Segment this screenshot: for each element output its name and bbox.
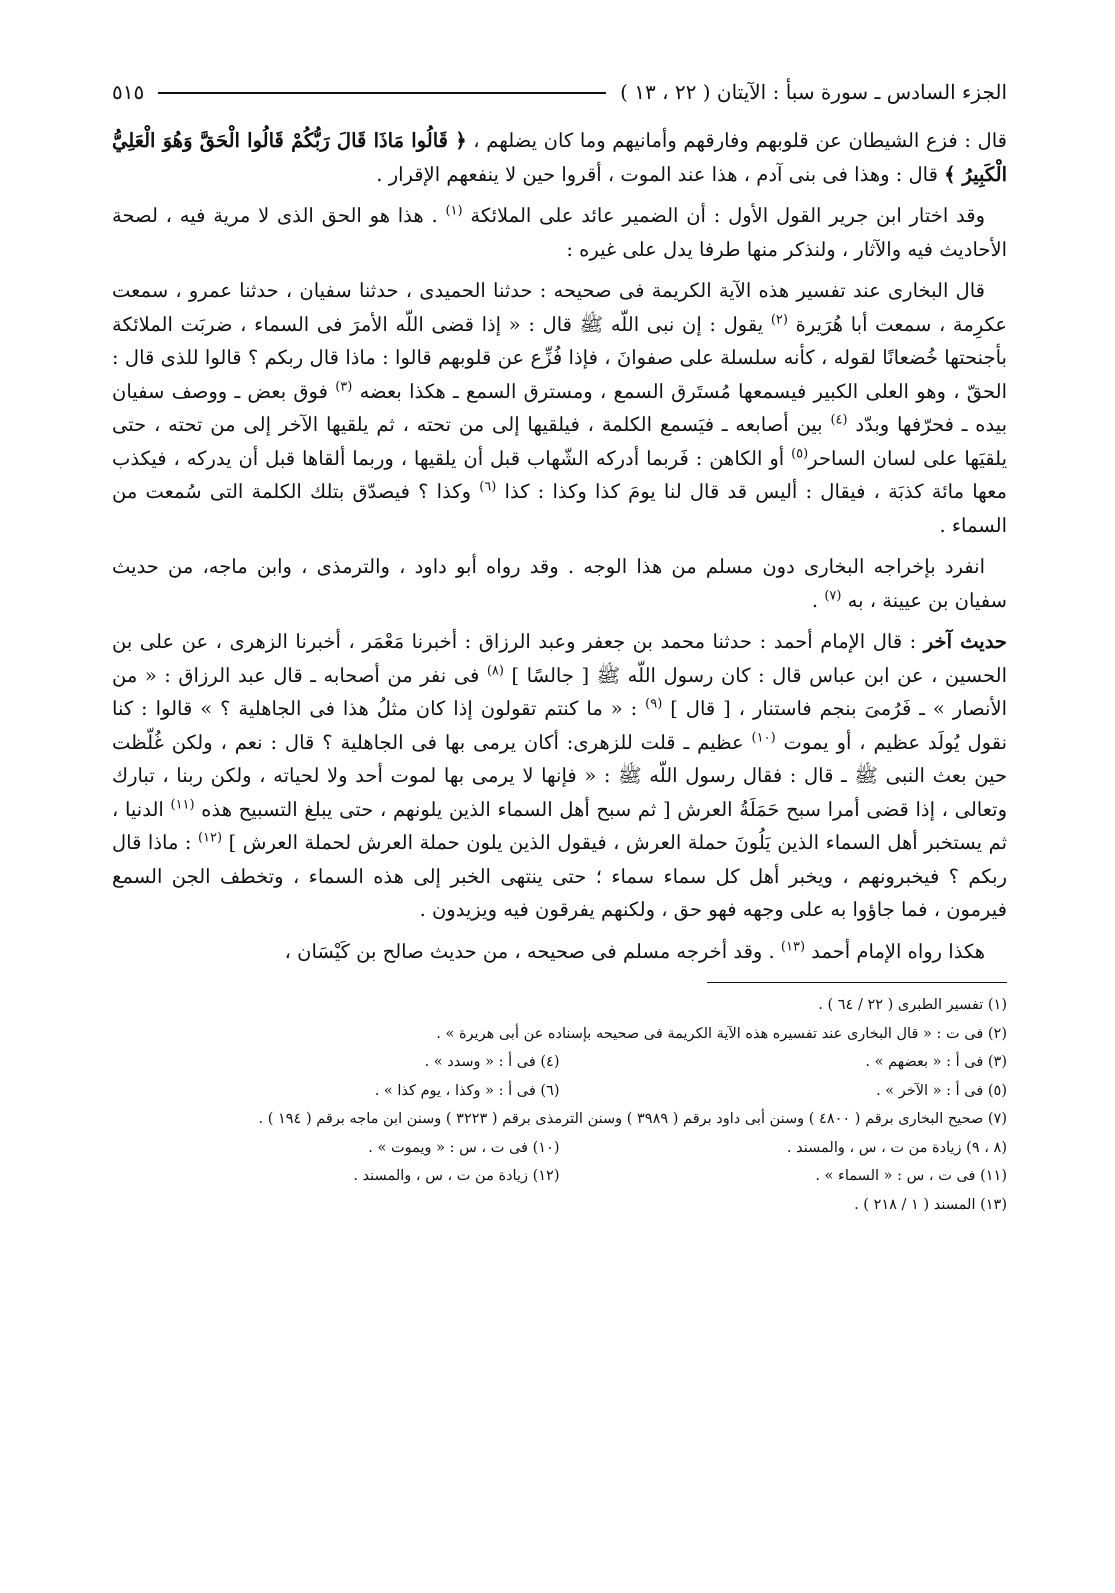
text-run: وقد اختار ابن جرير القول الأول : أن الضمير عائد على الملائكة xyxy=(462,204,985,227)
text-run: انفرد بإخراجه البخارى دون مسلم من هذا الوجه . وقد رواه أبو داود ، والترمذى ، وابن ماجه، من حديث سفيان بن عيينة ، به xyxy=(112,555,1007,612)
main-text xyxy=(112,124,1007,968)
text-run: أو الكاهن : فَربما أدركه الشّهاب قبل أن يلقيها ، وربما ألقاها قبل أن يدركه ، فيكذب معها مائة كذبَة ، فيقال : أليس قد قال لنا يومَ كذا وكذا : كذا xyxy=(112,446,1007,503)
paragraph-5 xyxy=(112,625,1007,927)
footnote-ref[interactable]: (٢) xyxy=(770,312,788,327)
paragraph-6 xyxy=(112,935,1007,969)
footnote-13: (١٣) المسند ( ١ / ٢١٨ ) . xyxy=(854,1196,1007,1213)
text-run: . هذا هو الحق الذى لا مرية فيه ، لصحة الأحاديث فيه والآثار ، ولنذكر منها طرفا يدل على غيره : xyxy=(112,204,1007,261)
footnote-6: (٦) فى أ : « وكذا ، يوم كذا » . xyxy=(374,1082,560,1099)
text-run: : ماذا قال ربكم ؟ فيخبرونهم ، ويخبر أهل كل سماء سماء ؛ حتى ينتهى الخبر إلى هذه السماء ، وتخطف الجن السمع فيرمون ، فما جاؤوا به على وجهه فهو حق ، ولكنهم يفرقون فيه ويزيدون . xyxy=(112,831,1007,921)
text-run: . وقد أخرجه مسلم فى صحيحه ، من حديث صالح بن كَيْسَان ، xyxy=(284,939,781,963)
footnote-ref[interactable]: (٦) xyxy=(479,479,497,495)
footnote-row xyxy=(112,1162,1007,1191)
footnote-row xyxy=(112,1134,1007,1163)
footnote-4: (٤) فى أ : « وسدد » . xyxy=(424,1054,560,1070)
footnote-11: (١١) فى ت ، س : « السماء » . xyxy=(815,1168,1007,1184)
section-heading: حديث آخر xyxy=(923,630,1007,653)
text-run: الدنيا ، ثم يستخبر أهل السماء الذين يَلُونَ حملة العرش ، فيقول الذين يلون حملة العرش لحملة العرش ] xyxy=(112,797,1007,854)
footnote-5: (٥) فى أ : « الآخر » . xyxy=(876,1082,1007,1099)
footnote-10: (١٠) فى ت ، س : « ويموت » . xyxy=(368,1139,560,1156)
footnote-2: (٢) فى ت : « قال البخارى عند تفسيره هذه الآية الكريمة فى صحيحه بإسناده عن أبى هريرة » . xyxy=(436,1025,1007,1042)
footnote-row xyxy=(112,1077,1007,1106)
paragraph-4 xyxy=(112,550,1007,617)
text-run: فى نفر من أصحابه ـ قال عبد الرزاق : « من الأنصار » ـ فَرُمىَ بنجم فاستنار ، [ قال ] xyxy=(112,663,1007,720)
text-run: . xyxy=(811,588,825,612)
footnote-ref[interactable]: (١) xyxy=(445,203,463,219)
page-number: ٥١٥ xyxy=(112,80,145,104)
paragraph-1 xyxy=(112,124,1007,191)
text-run: : « ما كنتم تقولون إذا كان مثلُ هذا فى الجاهلية ؟ » قالوا : كنا نقول يُولَد عظيم ، أو يموت xyxy=(112,697,1007,754)
footnote-row xyxy=(112,1048,1007,1077)
text-run: : قال الإمام أحمد : حدثنا محمد بن جعفر وعبد الرزاق : أخبرنا مَعْمَر ، أخبرنا الزهرى ، عن على بن الحسين ، عن ابن عباس قال : كان رسول اللّه ﷺ [ جالسًا ] xyxy=(112,630,1007,687)
text-run: قال البخارى عند تفسير هذه الآية الكريمة فى صحيحه : حدثنا الحميدى ، حدثنا سفيان ، حدثنا عمرو ، سمعت عكرِمة ، سمعت أبا هُرَيرة xyxy=(112,279,1007,336)
footnotes xyxy=(112,991,1007,1219)
footnote-12: (١٢) زيادة من ت ، س ، والمسند . xyxy=(353,1168,560,1184)
footnote-ref[interactable]: (٥) xyxy=(791,446,809,461)
text-run: هكذا رواه الإمام أحمد xyxy=(805,939,985,963)
text-run: فوق بعض ـ ووصف سفيان بيده ـ فحرّفها وبدّد xyxy=(112,379,1008,436)
running-header xyxy=(112,78,1007,106)
text-run: وكذا ؟ فيصدّق بتلك الكلمة التى سُمعت من السماء . xyxy=(112,480,1007,537)
text-run: عظيم ـ قلت للزهرى: أكان يرمى بها فى الجاهلية ؟ قال : نعم ، ولكن غُلّظت حين بعث النبى ﷺ ـ قال : فقال رسول اللّه ﷺ : « فإنها لا يرمى بها لموت أحد ولا لحياته ، ولكن ربنا ، تبارك وتعالى ، إذا قضى أمرا سبح حَمَلَةُ العرش [ ثم سبح أهل السماء الذين يلونهم ، حتى يبلغ التسبيح هذه xyxy=(112,730,1007,821)
footnote-ref[interactable]: (١٠) xyxy=(751,730,776,745)
footnote-1: (١) تفسير الطبرى ( ٢٢ / ٦٤ ) . xyxy=(818,997,1007,1013)
header-rule xyxy=(158,92,606,94)
footnote-ref[interactable]: (١١) xyxy=(170,797,195,812)
text-run: قال : فزع الشيطان عن قلوبهم وفارقهم وأمانيهم وما كان يضلهم ، xyxy=(466,129,1007,152)
text-run: بين أصابعه ـ فيَسمع الكلمة ، فيلقيها إلى من تحته ، ثم يلقيها الآخر إلى من تحته ، حتى يلقيَها على لسان الساحر xyxy=(112,413,1007,470)
text-run: قال : وهذا فى بنى آدم ، هذا عند الموت ، أقروا حين لا ينفعهم الإقرار . xyxy=(376,162,945,186)
paragraph-3 xyxy=(112,274,1007,542)
footnote-3: (٣) فى أ : « بعضهم » . xyxy=(865,1054,1007,1070)
footnote-ref[interactable]: (١٢) xyxy=(197,830,223,846)
footnote-7: (٧) صحيح البخارى برقم ( ٤٨٠٠ ) وسنن أبى داود برقم ( ٣٩٨٩ ) وسنن الترمذى برقم ( ٣٢٢٣ ) وسنن ابن ماجه برقم ( ١٩٤ ) . xyxy=(258,1111,1007,1127)
running-title: الجزء السادس ـ سورة سبأ : الآيتان ( ٢٢ ، ١٣ ) xyxy=(620,80,1007,104)
footnote-divider xyxy=(707,982,1007,983)
footnote-8-9: (٨ ، ٩) زيادة من ت ، س ، والمسند . xyxy=(786,1139,1007,1156)
footnote-ref[interactable]: (٩) xyxy=(645,696,663,712)
quran-verse: ﴿ قَالُوا مَاذَا قَالَ رَبُّكُمْ قَالُوا الْحَقَّ وَهُوَ الْعَلِيُّ الْكَبِيرُ ﴾ xyxy=(112,129,1007,186)
footnote-ref[interactable]: (٧) xyxy=(824,588,842,603)
paragraph-2 xyxy=(112,199,1007,266)
footnote-ref[interactable]: (٨) xyxy=(486,663,504,678)
text-run: يقول : إن نبى اللّه ﷺ قال : « إذا قضى اللّه الأمرَ فى السماء ، ضربَت الملائكة بأجنحتها خُضعانًا لقوله ، كأنه سلسلة على صفوانَ ، فإذا فُزِّع عن قلوبهم قالوا : ماذا قال ربكم ؟ قالوا للذى قال : الحقّ ، وهو العلى الكبير فيسمعها مُستَرق السمع ، ومسترق السمع ـ هكذا بعضه xyxy=(112,312,1007,403)
footnote-ref[interactable]: (٣) xyxy=(335,379,353,394)
footnote-ref[interactable]: (٤) xyxy=(830,412,848,428)
footnote-ref[interactable]: (١٣) xyxy=(780,939,806,954)
